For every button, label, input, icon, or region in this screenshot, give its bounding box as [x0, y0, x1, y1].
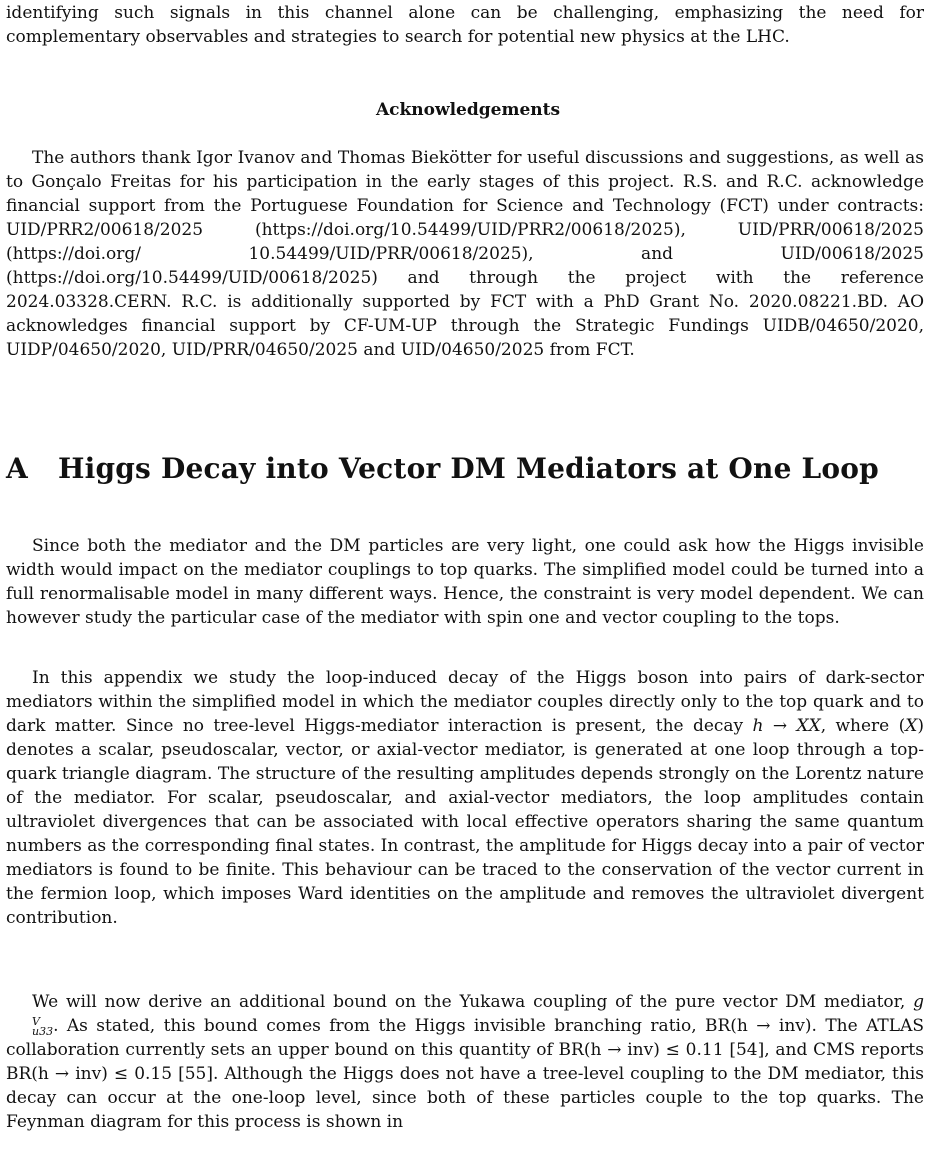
p3-text-a: We will now derive an additional bound on the Yukawa coupling of the pure vector DM mediator,	[32, 992, 914, 1012]
body-paragraph-3	[6, 990, 924, 1134]
coupling-subscript: u33	[32, 1025, 54, 1038]
p2-text-a: In this appendix we study the loop-induced decay of the Higgs boson into pairs of dark-sector mediators within the simplified model in which the mediator couples directly only to the top quark and to dark matter. Since no tree-level Higgs-mediator interaction is present, the decay	[6, 668, 924, 736]
p3-text-b: . As stated, this bound comes from the Higgs invisible branching ratio, BR(h → inv). The ATLAS collaboration currently sets an upper bound on this quantity of BR(h → inv) ≤ 0.11 [54], and CMS reports BR(h → inv) ≤ 0.15 [55]. Although the Higgs does not have a tree-level coupling to the DM mediator, this decay can occur at the one-loop level, since both of these particles couple to the top quarks. The Feynman diagram for this process is shown in	[6, 1016, 924, 1132]
acknowledgements-paragraph: The authors thank Igor Ivanov and Thomas Biekötter for useful discussions and suggestions, as well as to Gonçalo Freitas for his participation in the early stages of this project. R.S. and R.C. acknowledge financial support from the Portuguese Foundation for Science and Technology (FCT) under contracts: UID/PRR2/00618/2025 (https://doi.org/10.54499/UID/PRR2/00618/2025), UID/PRR/00618/2025 (https://doi.org/ 10.54499/UID/PRR/00618/2025), and UID/00618/2025 (https://doi.org/10.54499/UID/00618/2025) and through the project with the reference 2024.03328.CERN. R.C. is additionally supported by FCT with a PhD Grant No. 2020.08221.BD. AO acknowledges financial support by CF-UM-UP through the Strategic Fundings UIDB/04650/2020, UIDP/04650/2020, UID/PRR/04650/2025 and UID/04650/2025 from FCT.	[6, 148, 924, 360]
p2-math-decay: h → XX	[752, 716, 821, 736]
p2-math-x: X	[905, 716, 918, 736]
coupling-symbol: g	[913, 992, 924, 1012]
section-title: Higgs Decay into Vector DM Mediators at One Loop	[58, 452, 879, 485]
body-paragraph-2	[6, 666, 924, 930]
section-heading	[6, 452, 924, 485]
lead-paragraph: identifying such signals in this channel alone can be challenging, emphasizing the need for complementary observables and strategies to search for potential new physics at the LHC.	[6, 3, 924, 47]
acknowledgements-heading: Acknowledgements	[375, 100, 561, 120]
coupling-indices	[6, 1017, 53, 1037]
body-paragraph-1: Since both the mediator and the DM particles are very light, one could ask how the Higgs invisible width would impact on the mediator couplings to top quarks. The simplified model could be turned into a full renormalisable model in many different ways. Hence, the constraint is very model dependent. We can however study the particular case of the mediator with spin one and vector coupling to the tops.	[6, 536, 924, 628]
p2-text-c: ) denotes a scalar, pseudoscalar, vector, or axial-vector mediator, is generated at one loop through a top-quark triangle diagram. The structure of the resulting amplitudes depends strongly on the Lorentz nature of the mediator. For scalar, pseudoscalar, and axial-vector mediators, the loop amplitudes contain ultraviolet divergences that can be associated with local effective operators sharing the same quantum numbers as the corresponding final states. In contrast, the amplitude for Higgs decay into a pair of vector mediators is found to be finite. This behaviour can be traced to the conservation of the vector current in the fermion loop, which imposes Ward identities on the amplitude and removes the ultraviolet divergent contribution.	[6, 716, 924, 928]
coupling-superscript: V	[32, 1015, 40, 1028]
section-number: A	[6, 452, 28, 485]
p2-text-b: , where (	[820, 716, 906, 736]
